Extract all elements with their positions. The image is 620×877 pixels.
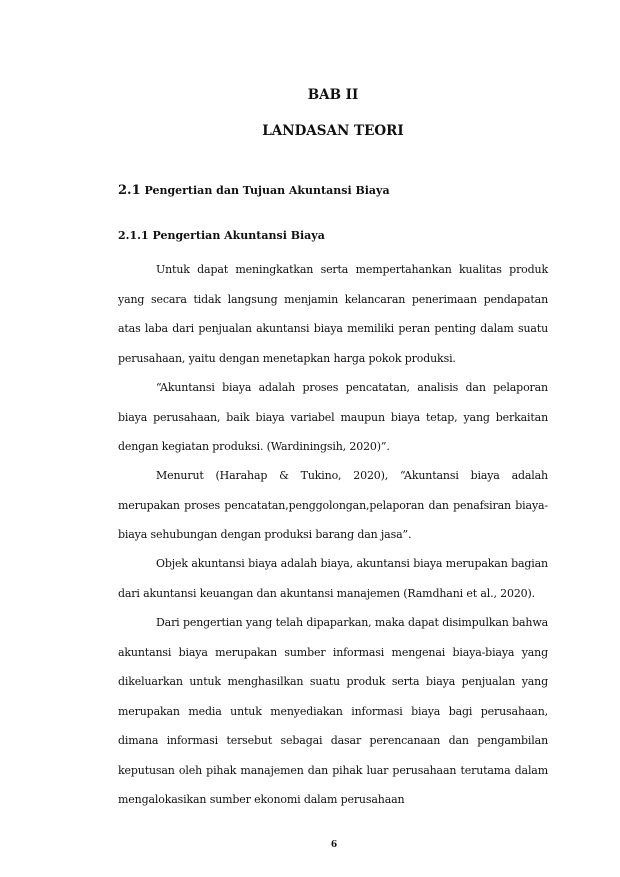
paragraph-conclusion: Dari pengertian yang telah dipaparkan, maka dapat disimpulkan bahwa akuntansi biaya merupakan sumber informasi mengenai biaya-biaya yang dikeluarkan untuk menghasilkan suatu produk serta biaya penjualan yang merupakan media untuk menyediakan informasi biaya bagi perusahaan, dimana informasi tersebut sebagai dasar perencanaan dan pengambilan keputusan oleh pihak manajemen dan pihak luar perusahaan terutama dalam mengalokasikan sumber ekonomi dalam perusahaan	[118, 616, 548, 806]
page-number: 6	[330, 840, 338, 850]
chapter-title: LANDASAN TEORI	[262, 123, 404, 139]
subsection-heading	[118, 229, 325, 242]
subsection-title: Pengertian Akuntansi Biaya	[152, 229, 325, 242]
paragraph-harahap-quote: Menurut (Harahap & Tukino, 2020), “Akuntansi biaya adalah merupakan proses pencatatan,penggolongan,pelaporan dan penafsiran biaya-biaya sehubungan dengan produksi barang dan jasa”.	[118, 469, 548, 541]
paragraph-definition-quote: “Akuntansi biaya adalah proses pencatatan, analisis dan pelaporan biaya perusahaan, baik biaya variabel maupun biaya tetap, yang berkaitan dengan kegiatan produksi. (Wardiningsih, 2020)”.	[118, 381, 548, 453]
paragraph-intro: Untuk dapat meningkatkan serta mempertahankan kualitas produk yang secara tidak langsung menjamin kelancaran penerimaan pendapatan atas laba dari penjualan akuntansi biaya memiliki peran penting dalam suatu perusahaan, yaitu dengan menetapkan harga pokok produksi.	[118, 263, 548, 365]
subsection-number: 2.1.1	[118, 229, 149, 242]
section-number: 2.1	[118, 183, 141, 198]
section-heading	[118, 183, 390, 198]
section-title: Pengertian dan Tujuan Akuntansi Biaya	[144, 184, 390, 197]
paragraph-object: Objek akuntansi biaya adalah biaya, akuntansi biaya merupakan bagian dari akuntansi keuangan dan akuntansi manajemen (Ramdhani et al., 2020).	[118, 557, 548, 600]
chapter-label: BAB II	[307, 87, 359, 103]
